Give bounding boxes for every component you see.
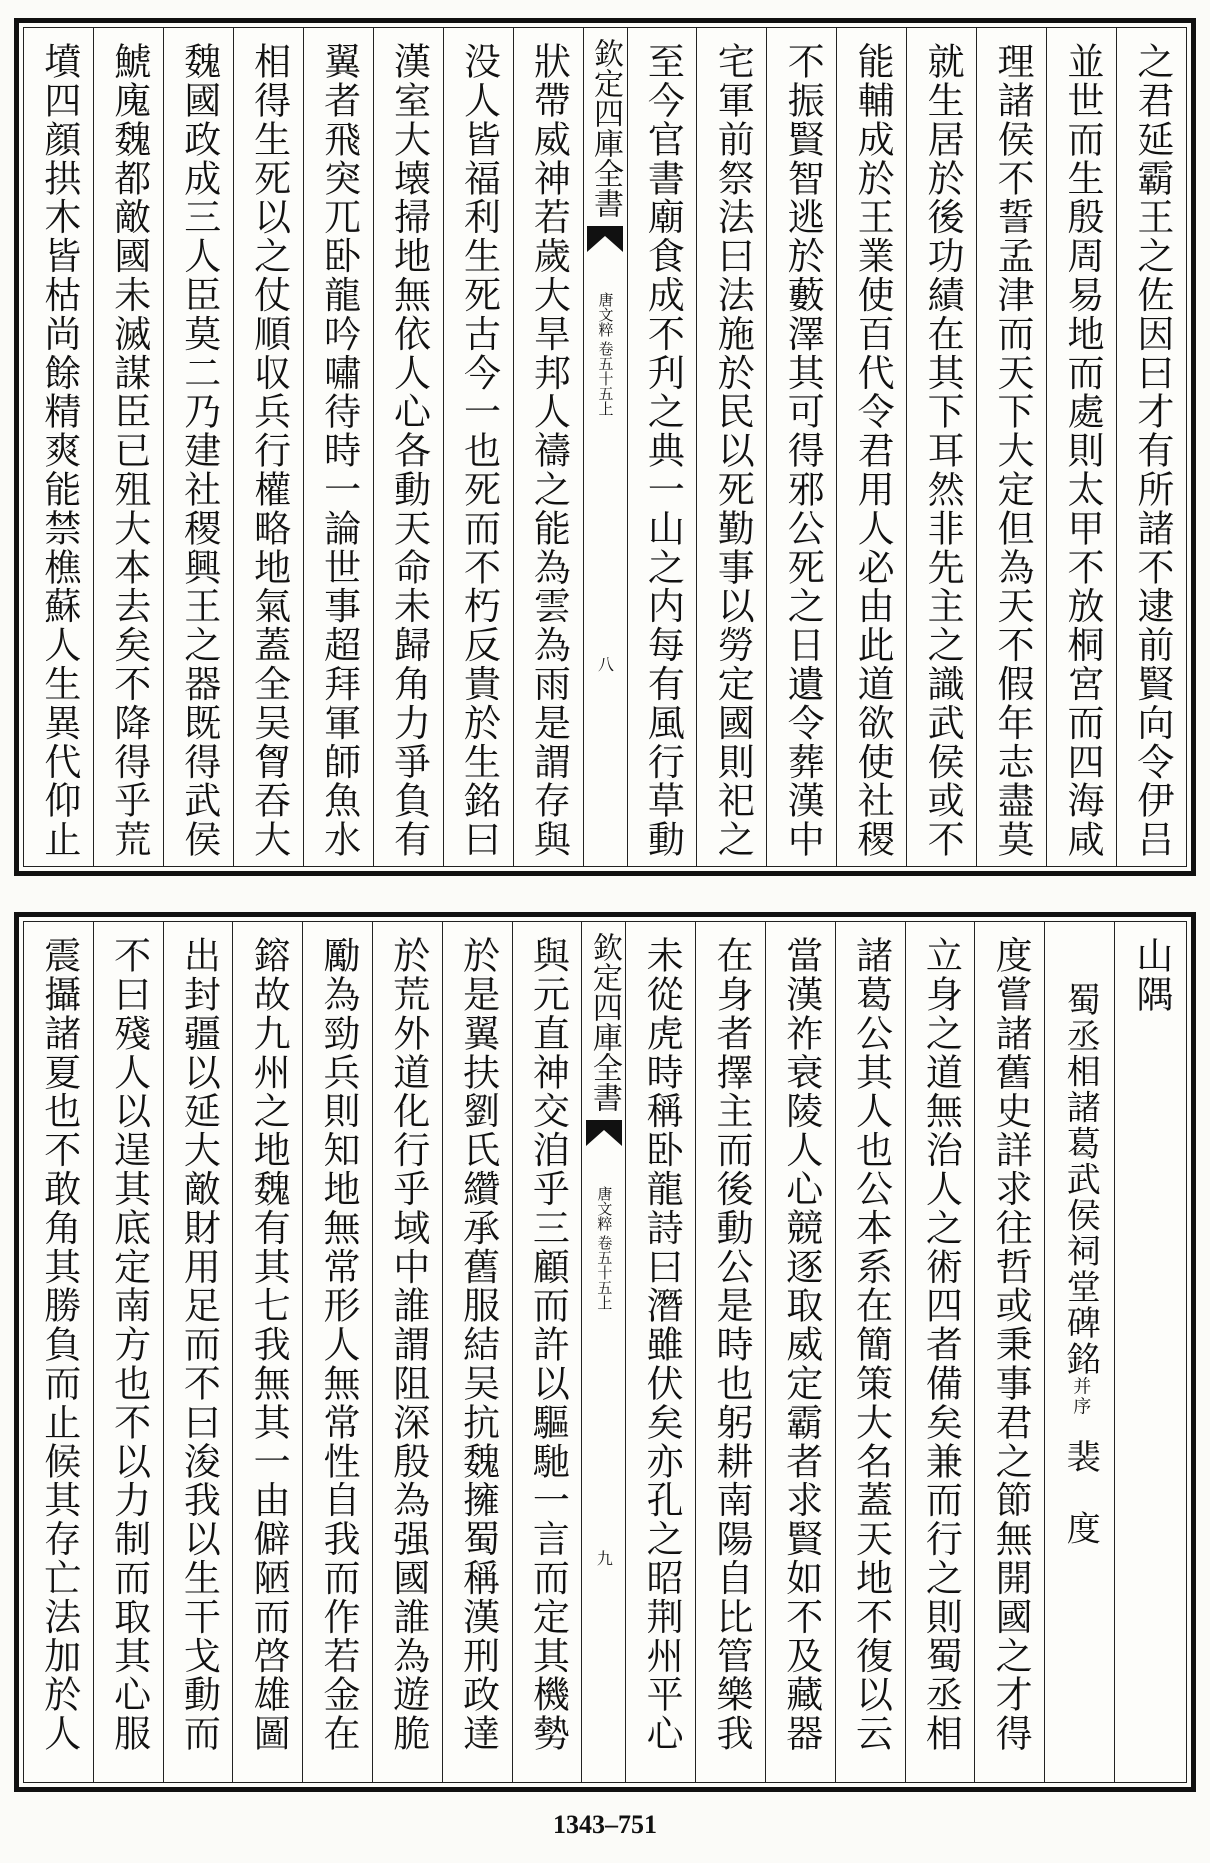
column-text: 震攝諸夏也不敢角其勝負而止候其存亡法加於人 [37, 936, 81, 1753]
text-column [93, 922, 163, 1782]
column-text: 墳四顔拱木皆枯尚餘精爽能禁樵蘇人生異代仰止 [37, 42, 81, 859]
text-column [443, 28, 513, 866]
text-column [836, 28, 906, 866]
column-text: 鯱廆魏都敵國未滅謀臣已殂大本去矣不降得乎荒 [107, 42, 151, 859]
column-text: 漢室大壊掃地無依人心各動天命未歸角力爭負有 [387, 42, 431, 859]
text-column [512, 922, 582, 1782]
text-column [163, 28, 233, 866]
section-title-column [1114, 922, 1186, 1782]
column-text: 鎔故九州之地魏有其七我無其一由僻陋而啓雄圖 [247, 936, 291, 1753]
center-fold-column [583, 28, 627, 866]
column-text: 宅軍前祭法曰法施於民以死勤事以勞定國則祀之 [711, 42, 755, 859]
page-code: 1343–751 [553, 1810, 657, 1839]
text-column [513, 28, 583, 866]
leaf-number: 八 [595, 656, 615, 672]
column-text: 不振賢智逃於藪澤其可得邪公死之日遺令葬漢中 [781, 42, 825, 859]
fishtail-ornament-icon [587, 226, 623, 252]
top-page-columns [24, 28, 1186, 866]
inscription-heading [1060, 982, 1101, 1547]
column-text: 立身之道無治人之術四者備矣兼而行之則蜀丞相 [919, 936, 963, 1753]
column-text: 不曰殘人以逞其底定南方也不以力制而取其心服 [107, 936, 151, 1753]
column-text: 於是翼扶劉氏纘承舊服結吴抗魏擁蜀稱漢刑政達 [456, 936, 500, 1753]
text-column [303, 28, 373, 866]
column-text: 與元直神交洎乎三顧而許以驅馳一言而定其機勢 [526, 936, 570, 1753]
top-page [14, 18, 1196, 876]
heading-column [1044, 922, 1114, 1782]
top-page-frame [23, 27, 1187, 867]
volume-number: 卷五十五上 [595, 1235, 614, 1310]
bottom-page-frame [23, 921, 1187, 1783]
column-text: 度嘗諸舊史詳求往哲或秉事君之節無開國之才得 [989, 936, 1033, 1753]
column-text: 在身者擇主而後動公是時也躬耕南陽自比管樂我 [709, 936, 753, 1753]
column-text: 至今官書廟食成不刋之典一山之内每有風行草動 [641, 42, 685, 859]
text-column [696, 28, 766, 866]
text-column [1046, 28, 1116, 866]
column-text: 之君延霸王之佐因曰才有所諸不逮前賢向令伊吕 [1130, 42, 1174, 859]
column-text: 魏國政成三人臣莫二乃建社稷興王之器既得武侯 [177, 42, 221, 859]
volume-number: 卷五十五上 [596, 341, 615, 416]
leaf-number: 九 [594, 1550, 614, 1566]
text-column [372, 922, 442, 1782]
column-text: 狀帶威神若歲大旱邦人禱之能為雲為雨是謂存與 [527, 42, 571, 859]
sub-title: 唐文粹 [596, 292, 615, 337]
text-column [233, 28, 303, 866]
text-column [835, 922, 905, 1782]
column-text: 並世而生殷周易地而處則太甲不放桐宮而四海咸 [1060, 42, 1104, 859]
bottom-page-columns [24, 922, 1186, 1782]
text-column [302, 922, 372, 1782]
text-column [24, 28, 93, 866]
author-name: 裴 度 [1060, 1438, 1101, 1547]
sub-title: 唐文粹 [595, 1186, 614, 1231]
text-column [905, 922, 975, 1782]
text-column [442, 922, 512, 1782]
heading-text: 蜀丞相諸葛武侯祠堂碑銘 [1060, 982, 1101, 1377]
fishtail-ornament-icon [586, 1120, 622, 1146]
book-title: 欽定四庫全書 [586, 932, 622, 1112]
center-fold-column [581, 922, 625, 1782]
text-column [163, 922, 233, 1782]
column-text: 没人皆福利生死古今一也死而不朽反貴於生銘曰 [457, 42, 501, 859]
column-text: 勵為勁兵則知地無常形人無常性自我而作若金在 [316, 936, 360, 1753]
text-column [976, 28, 1046, 866]
section-title: 山隅 [1129, 936, 1173, 1014]
text-column [974, 922, 1044, 1782]
column-text: 相得生死以之仗順収兵行權略地氣蓋全吴胷吞大 [247, 42, 291, 859]
text-column [1116, 28, 1186, 866]
column-text: 能輔成於王業使百代令君用人必由此道欲使社稷 [851, 42, 895, 859]
text-column [93, 28, 163, 866]
column-text: 諸葛公其人也公本系在簡策大名蓋天地不復以云 [849, 936, 893, 1753]
text-column [695, 922, 765, 1782]
text-column [24, 922, 93, 1782]
column-text: 未從虎時稱卧龍詩曰潛雖伏矣亦孔之昭荆州平心 [640, 936, 684, 1753]
column-text: 理諸侯不誓孟津而天下大定但為天不假年志盡莫 [991, 42, 1034, 859]
column-text: 當漢祚衰陵人心競逐取威定霸者求賢如不及藏器 [779, 936, 823, 1753]
text-column [232, 922, 302, 1782]
column-text: 就生居於後功績在其下耳然非先主之識武侯或不 [921, 42, 965, 859]
heading-note: 并序 [1070, 1376, 1092, 1417]
text-column [766, 28, 836, 866]
text-column [765, 922, 835, 1782]
text-column [627, 28, 697, 866]
text-column [625, 922, 695, 1782]
column-text: 出封疆以延大敵財用足而不曰浚我以生干戈動而 [177, 936, 221, 1753]
book-title: 欽定四庫全書 [588, 38, 623, 218]
column-text: 於荒外道化行乎域中誰謂阻深殷為强國誰為遊脆 [386, 936, 430, 1753]
text-column [906, 28, 976, 866]
bottom-page [14, 912, 1196, 1792]
column-text: 翼者飛突兀卧龍吟嘯待時一論世事超拜軍師魚水 [317, 42, 361, 859]
text-column [373, 28, 443, 866]
